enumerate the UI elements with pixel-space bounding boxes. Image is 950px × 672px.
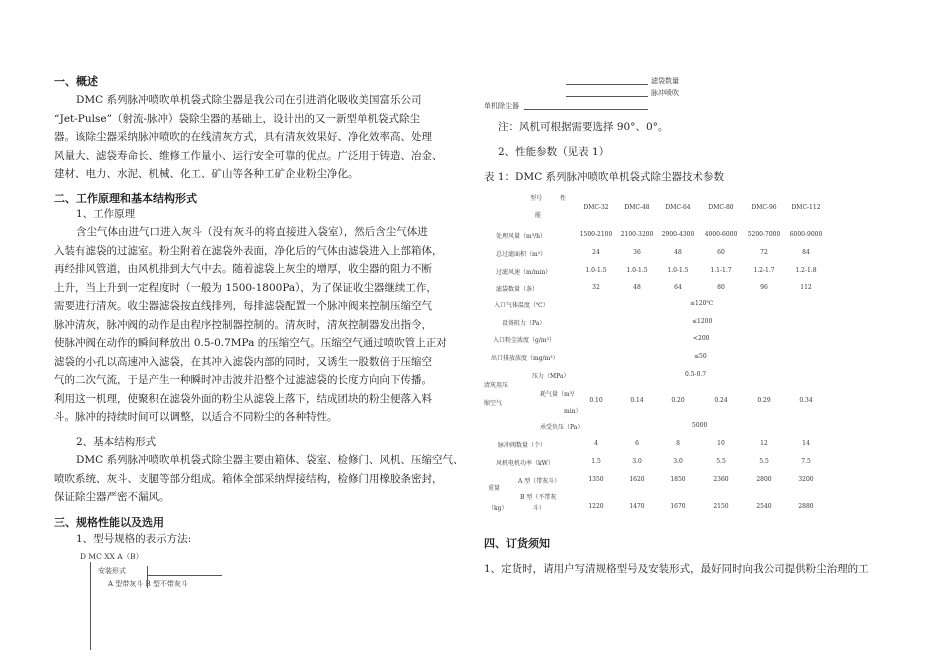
table-cell: 7.5	[801, 458, 811, 465]
table-cell: 4	[594, 440, 598, 447]
text-line: 含尘气体由进气口进入灰斗（没有灰斗的将直接进入袋室），然后含尘气体进	[76, 226, 428, 238]
table-cell: 12	[760, 440, 768, 447]
table-cell: 2880	[798, 503, 814, 510]
table-cell: 112	[800, 284, 812, 291]
pressure-value: 0.5-0.7	[685, 371, 707, 378]
table-cell: 1.0-1.5	[626, 267, 648, 274]
table-cell: 8	[676, 440, 680, 447]
section-2-title: 二、工作原理和基本结构形式	[54, 192, 197, 205]
model-header-cell: DMC-32	[583, 204, 609, 211]
table-cell: 0.20	[671, 397, 685, 404]
text-line: 利用这一机理，使聚积在滤袋外面的粉尘从滤袋上落下，结成团块的粉尘便落入料	[54, 392, 432, 405]
header-perf: 性	[560, 195, 567, 202]
text-line: 需要进行清灰。收尘器滤袋按直线排列，每排滤袋配置一个脉冲阀来控制压缩空气	[54, 300, 432, 312]
text-line: 上升，当上升到一定程度时（一般为 1500-1800Pa），为了保证收尘器继续工作，	[54, 281, 437, 294]
section-1-body	[54, 91, 464, 184]
model-header-cell: DMC-80	[708, 204, 734, 211]
table-cell: 80	[717, 284, 725, 291]
table-cell: 0.10	[589, 397, 603, 404]
table-cell: 2800	[756, 476, 772, 483]
model-header-cell: DMC-112	[791, 204, 821, 211]
model-code: D MC XX A（B）	[80, 552, 144, 561]
table-cell: 2540	[756, 503, 772, 510]
section-3-1-title: 1、型号规格的表示方法:	[76, 533, 192, 545]
negative-pressure-value: 5000	[692, 422, 708, 429]
air-consumption-label: 耗气量（m³/	[540, 391, 575, 398]
section-2-2-title: 2、基本结构形式	[76, 436, 157, 448]
valve-count-label: 脉冲阀数量（个）	[498, 442, 547, 449]
section-2-2-body	[54, 451, 464, 507]
text-line: 风量大、滤袋寿命长、维修工作量小、运行安全可靠的优点。广泛用于铸造、冶金、	[54, 149, 443, 162]
table-cell: 1850	[670, 476, 686, 483]
table-cell: 24	[592, 249, 600, 256]
order-note-line: 1、定货时，请用户写清规格型号及安装形式，最好同时向我公司提供粉尘治理的工	[484, 563, 869, 575]
table-cell: 0.14	[630, 397, 644, 404]
pressure-label: 压力（MPa）	[532, 373, 570, 380]
legend-single: 单机除尘器	[484, 102, 519, 110]
table-cell: 1670	[670, 503, 686, 510]
legend-bags: 滤袋数量	[651, 77, 679, 85]
table-cell: <200	[693, 335, 710, 342]
table-cell: 72	[760, 249, 768, 256]
text-line: 使脉冲阀在动作的瞬间释放出 0.5-0.7MPa 的压缩空气。压缩空气通过喷吹管上正对	[54, 337, 447, 349]
text-line: 保证除尘器严密不漏风。	[54, 491, 170, 503]
table-cell: 1620	[629, 476, 645, 483]
table-cell: 2900-4300	[661, 231, 695, 238]
text-line: 气的二次气流，于是产生一种瞬时冲击波并沿整个过滤滤袋的长度方向向下传播。	[54, 374, 432, 386]
table-cell: 5200-7000	[747, 231, 781, 238]
install-form-label: 安装形式	[98, 567, 126, 575]
table-cell: 1.1-1.7	[710, 267, 732, 274]
text-line: “Jet-Pulse”（射流-脉冲）袋除尘器的基础上，设计出的又一新型单机袋式除尘	[54, 112, 421, 125]
table-cell: 36	[633, 249, 641, 256]
row-label: 入口气体温度（℃）	[494, 302, 549, 309]
row-label: 设备阻力（Pa）	[502, 320, 546, 327]
table-cell: 5.5	[759, 458, 769, 465]
text-line: 入装有滤袋的过滤室。粉尘附着在滤袋外表面，净化后的气体由滤袋进入上部箱体，	[54, 244, 443, 257]
table-cell: 48	[633, 284, 641, 291]
table-cell: 32	[592, 284, 600, 291]
diagram-line	[148, 575, 222, 576]
table-cell: 84	[802, 249, 810, 256]
diagram-line	[147, 566, 148, 588]
table-cell: 4000-6000	[704, 231, 738, 238]
text-line: 器。该除尘器采纳脉冲喷吹的在线清灰方式，具有清灰效果好、净化效率高、处理	[54, 131, 432, 143]
table-cell: 48	[674, 249, 682, 256]
legend-pulse: 脉冲喷吹	[651, 89, 679, 97]
table-cell: 60	[717, 249, 725, 256]
text-line: DMC 系列脉冲喷吹单机袋式除尘器主要由箱体、袋室、检修门、风机、压缩空气、	[76, 454, 464, 466]
table-cell: 2100-3200	[620, 231, 654, 238]
table-cell: 14	[802, 440, 810, 447]
header-perf-2: 能	[535, 212, 542, 219]
weight-b-label-2: 斗）	[533, 505, 546, 512]
table-cell: 64	[674, 284, 682, 291]
row-label: 滤袋数量（条）	[496, 286, 539, 293]
weight-label: 重量	[488, 485, 501, 492]
section-2-1-title: 1、工作原理	[76, 208, 136, 220]
table-cell: 5.5	[716, 458, 726, 465]
table-cell: 96	[760, 284, 768, 291]
fan-note: 注：风机可根据需要选择 90°、0°。	[498, 121, 669, 133]
table-cell: 1220	[588, 503, 604, 510]
section-1-title: 一、概述	[54, 75, 98, 88]
model-header-cell: DMC-64	[665, 204, 691, 211]
model-header-cell: DMC-48	[624, 204, 650, 211]
text-line: 建材、电力、水泥、机械、化工、矿山等各种工矿企业粉尘净化。	[54, 168, 359, 180]
table-cell: 2360	[713, 476, 729, 483]
row-label: 总过滤面积（m²）	[496, 251, 547, 258]
row-label: 出口排放浓度（mg/m³）	[491, 355, 559, 362]
table-cell: 2150	[713, 503, 729, 510]
table-cell: ≤1200	[692, 318, 713, 325]
weight-b-label: B 型（不带灰	[520, 494, 557, 501]
table-cell: ≤50	[694, 353, 707, 360]
text-line: 再经排风管道，由风机排到大气中去。随着滤袋上灰尘的增厚，收尘器的阻力不断	[54, 263, 432, 275]
legend-line	[566, 84, 648, 85]
table-cell: 0.24	[714, 397, 728, 404]
table-cell: 3200	[798, 476, 814, 483]
type-ab-label: A 型带灰斗 B 型不带灰斗	[108, 580, 188, 588]
table-cell: ≤120℃	[690, 300, 714, 307]
negative-pressure-label: 承受负压（Pa）	[540, 424, 584, 431]
table-cell: 3.0	[673, 458, 683, 465]
perf-params-title: 2、性能参数（见表 1）	[498, 146, 610, 158]
text-line: 斗。脉冲的持续时间可以调整，以适合不同粉尘的各种特性。	[54, 411, 338, 423]
table-cell: 1.0-1.5	[667, 267, 689, 274]
section-3-title: 三、规格性能以及选用	[54, 516, 164, 529]
header-model: 型号	[530, 195, 543, 202]
table-cell: 0.34	[799, 397, 813, 404]
text-line: DMC 系列脉冲喷吹单机袋式除尘器是我公司在引进消化吸收美国富乐公司	[76, 94, 422, 106]
row-label: 过滤风速（m/min）	[496, 269, 552, 276]
row-label: 处理风量（m³/h）	[496, 233, 546, 240]
table-cell: 1350	[588, 476, 604, 483]
text-line: 脉冲清灰，脉冲阀的动作是由程序控制器控制的。清灰时，清灰控制器发出指令，	[54, 318, 432, 331]
table-cell: 1.2-1.8	[795, 267, 817, 274]
table-title: 表 1：DMC 系列脉冲喷吹单机袋式除尘器技术参数	[484, 171, 725, 183]
table-cell: 10	[717, 440, 725, 447]
row-label: 入口粉尘浓度（g/m³）	[493, 337, 555, 344]
weight-label-2: （kg）	[488, 505, 508, 512]
weight-a-label: A 型（带灰斗）	[518, 478, 561, 485]
model-header-cell: DMC-96	[751, 204, 777, 211]
table-cell: 3.0	[632, 458, 642, 465]
table-cell: 1.0-1.5	[585, 267, 607, 274]
legend-line	[524, 109, 648, 110]
text-line: 喷吹系统、灰斗、支腿等部分组成。箱体全部采纳焊接结构，检修门用橡胶条密封，	[54, 472, 443, 485]
legend-line	[566, 96, 648, 97]
text-line: 滤袋的小孔以高速冲入滤袋，在其冲入滤袋内部的同时，又诱生一股数倍于压缩空	[54, 355, 432, 368]
pulse-group-label: 清灰用压	[484, 382, 509, 389]
pulse-group-label-2: 缩空气	[484, 400, 503, 407]
table-cell: 1.5	[591, 458, 601, 465]
table-cell: 1470	[629, 503, 645, 510]
section-4-title: 四、订货须知	[484, 537, 550, 550]
motor-power-label: 风机电机功率（kW）	[496, 460, 554, 467]
table-cell: 6000-9000	[789, 231, 823, 238]
air-consumption-label-2: min）	[564, 408, 582, 415]
section-2-1-body	[54, 223, 464, 427]
table-cell: 6	[635, 440, 639, 447]
table-cell: 1500-2100	[579, 231, 613, 238]
table-cell: 0.29	[757, 397, 771, 404]
diagram-line	[90, 562, 91, 650]
table-cell: 1.2-1.7	[753, 267, 775, 274]
